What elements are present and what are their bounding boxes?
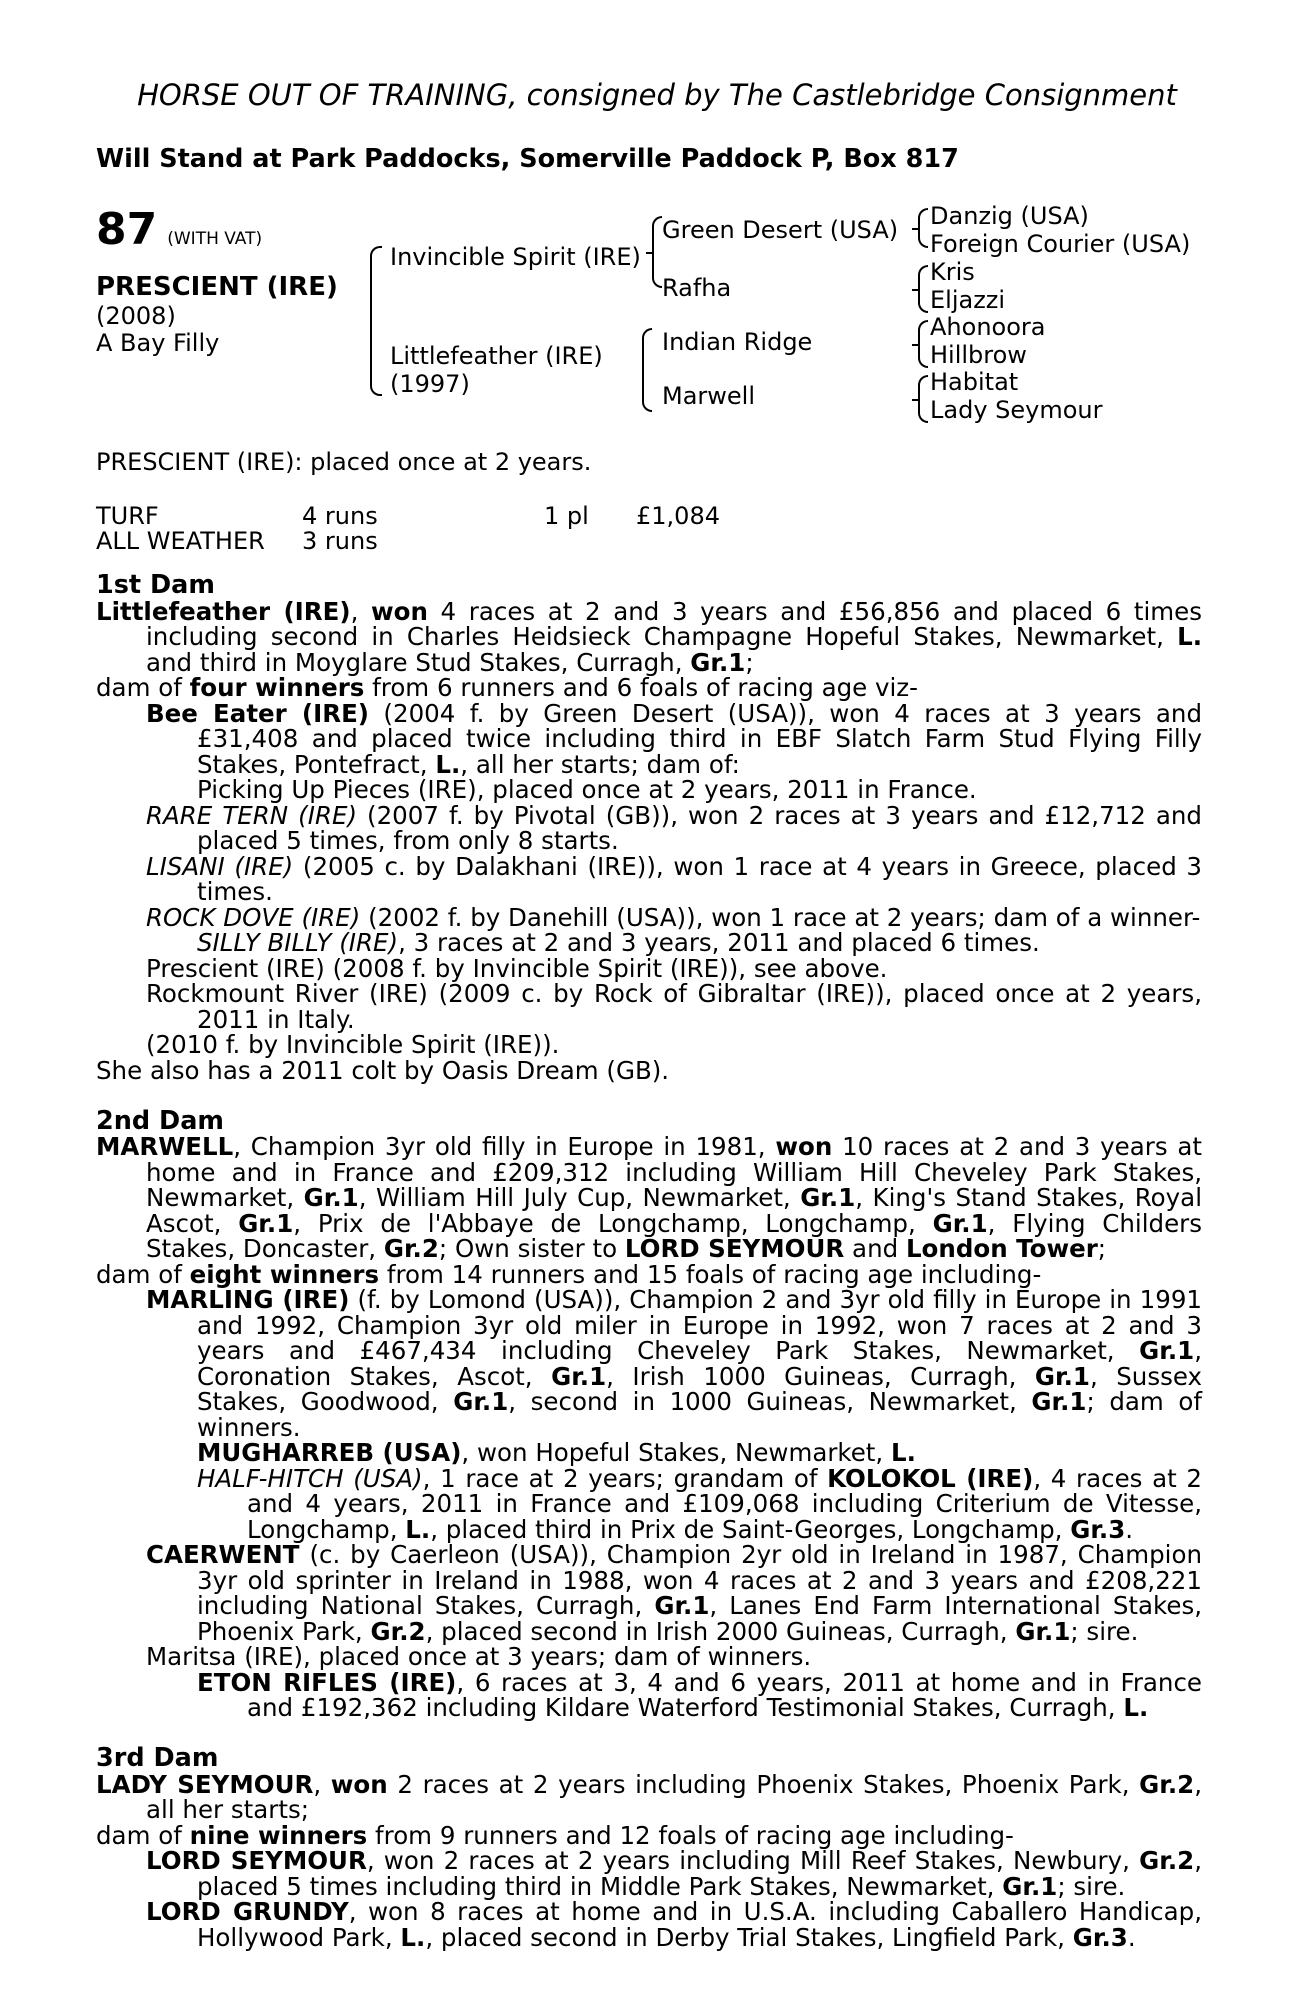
pedigree-notes [96,570,1203,1952]
produce-intro: dam of nine winners from 9 runners and 12 foals of racing age including- [96,1820,1014,1850]
dam-entry: Littlefeather (IRE), won 4 races at 2 and 3 years and £56,856 and placed 6 times including second in Charles Heidsieck Champagne Hopeful Stakes, Newmarket, L. and third in Moyglare Stud Stakes, Curragh, Gr.1; [96,596,1203,677]
pedigree-brace [918,208,928,248]
produce-entry: CAERWENT (c. by Caerleon (USA)), Champion 2yr old in Ireland in 1987, Champion 3yr old sprinter in Ireland in 1988, won 4 races at 2 and 3 years and £208,221 including National Stakes, Curragh, Gr.1, Lanes End Farm International Stakes, Phoenix Park, Gr.2, placed second in Irish 2000 Guineas, Curragh, Gr.1; sire. [146,1540,1202,1646]
race-summary: PRESCIENT (IRE): placed once at 2 years. [96,448,592,476]
pedigree-dam: Littlefeather (IRE) [390,342,603,370]
pedigree-sire-sire: Green Desert (USA) [662,216,899,244]
stats-runs: 3 runs [302,527,378,555]
pedigree-ggp: Hillbrow [930,341,1027,369]
produce-note: She also has a 2011 colt by Oasis Dream (GB). [96,1055,670,1085]
produce-entry: Picking Up Pieces (IRE), placed once at 2 years, 2011 in France. [197,775,977,804]
produce-intro: dam of eight winners from 14 runners and 15 foals of racing age including- [96,1259,1042,1289]
produce-entry: LORD GRUNDY, won 8 races at home and in U.S.A. including Caballero Handicap, Hollywood Park, L., placed second in Derby Trial Stakes, Lingfield Park, Gr.3. [146,1897,1203,1952]
pedigree-ggp: Habitat [930,368,1019,396]
produce-entry: ROCK DOVE (IRE) (2002 f. by Danehill (USA)), won 1 race at 2 years; dam of a winner- [146,902,1201,932]
catalogue-title: HORSE OUT OF TRAINING, consigned by The Castlebridge Consignment [137,78,1177,112]
third-dam-heading: 3rd Dam [96,1743,219,1773]
first-dam-heading: 1st Dam [96,570,215,600]
vat-note: (WITH VAT) [167,229,263,249]
produce-intro: dam of four winners from 6 runners and 6 foals of racing age viz- [96,673,919,702]
pedigree-sire: Invincible Spirit (IRE) [390,243,641,271]
produce-entry: LORD SEYMOUR, won 2 races at 2 years including Mill Reef Stakes, Newbury, Gr.2, placed 5 times including third in Middle Park Stakes, Newmarket, Gr.1; sire. [146,1846,1202,1901]
produce-entry: Maritsa (IRE), placed once at 3 years; dam of winners. [146,1642,812,1671]
produce-entry: Prescient (IRE) (2008 f. by Invincible Spirit (IRE)), see above. [146,953,888,983]
pedigree-brace [652,216,662,288]
dam-entry: MARWELL, Champion 3yr old filly in Europe in 1981, won 10 races at 2 and 3 years at home and in France and £209,312 including William Hill Cheveley Park Stakes, Newmarket, Gr.1, William Hill July Cup, Newmarket, Gr.1, King's Stand Stakes, Royal Ascot, Gr.1, Prix de l'Abbaye de Longchamp, Longchamp, Gr.1, Flying Childers Stakes, Doncaster, Gr.2; Own sister to LORD SEYMOUR and London Tower; [96,1132,1203,1263]
pedigree-ggp: Danzig (USA) [930,202,1089,230]
pedigree-dam-sire: Indian Ridge [662,328,813,356]
produce-entry: MUGHARREB (USA), won Hopeful Stakes, Newmarket, L. [197,1438,916,1467]
pedigree-ggp: Lady Seymour [930,396,1103,424]
pedigree-brace [642,328,652,412]
second-dam-heading: 2nd Dam [96,1105,224,1136]
stats-placed: 1 pl [544,502,589,530]
pedigree-ggp: Foreign Courier (USA) [930,230,1191,258]
produce-entry: HALF-HITCH (USA), 1 race at 2 years; grandam of KOLOKOL (IRE), 4 races at 2 and 4 years, 2011 in France and £109,068 including Criterium de Vitesse, Longchamp, L., placed third in Prix de Saint-Georges, Longchamp, Gr.3. [197,1463,1203,1544]
pedigree-sire-dam: Rafha [662,274,732,302]
stats-earnings: £1,084 [636,502,720,530]
produce-entry: ETON RIFLES (IRE), 6 races at 3, 4 and 6 years, 2011 at home and in France and £192,362 including Kildare Waterford Testimonial Stakes, Curragh, L. [197,1667,1202,1722]
pedigree-brace [918,320,928,368]
stats-runs: 4 runs [302,502,378,530]
horse-year: (2008) [96,302,176,330]
pedigree-brace [370,246,382,396]
stats-surface: TURF [96,502,159,530]
pedigree-ggp: Ahonoora [930,313,1046,341]
pedigree-brace [918,265,928,313]
produce-entry: RARE TERN (IRE) (2007 f. by Pivotal (GB)), won 2 races at 3 years and £12,712 and placed 5 times, from only 8 starts. [146,800,1202,855]
sale-location: Will Stand at Park Paddocks, Somerville Paddock P, Box 817 [96,144,959,174]
horse-description: A Bay Filly [96,329,220,357]
pedigree-dam-dam: Marwell [662,382,756,410]
produce-entry: Bee Eater (IRE) (2004 f. by Green Desert (USA)), won 4 races at 3 years and £31,408 and placed twice including third in EBF Slatch Farm Stud Flying Filly Stakes, Pontefract, L., all her starts; dam of: [146,698,1203,779]
dam-entry: LADY SEYMOUR, won 2 races at 2 years including Phoenix Stakes, Phoenix Park, Gr.2, all her starts; [96,1769,1202,1824]
pedigree-dam-year: (1997) [390,370,470,398]
produce-entry: (2010 f. by Invincible Spirit (IRE)). [146,1030,560,1059]
produce-entry: SILLY BILLY (IRE), 3 races at 2 and 3 years, 2011 and placed 6 times. [197,928,1040,957]
horse-name: PRESCIENT (IRE) [96,272,338,302]
pedigree-ggp: Eljazzi [930,286,1006,314]
lot-number: 87 [96,204,158,255]
produce-entry: LISANI (IRE) (2005 c. by Dalakhani (IRE)), won 1 race at 4 years in Greece, placed 3 times. [146,851,1203,906]
pedigree-ggp: Kris [930,258,975,286]
produce-entry: Rockmount River (IRE) (2009 c. by Rock of Gibraltar (IRE)), placed once at 2 years, 2011 in Italy. [146,979,1202,1034]
lot-number-block [96,204,262,255]
pedigree-brace [918,375,928,423]
dam-name: Littlefeather (IRE) [96,596,351,626]
produce-entry: MARLING (IRE) (f. by Lomond (USA)), Champion 2 and 3yr old filly in Europe in 1991 and 1992, Champion 3yr old miler in Europe in 1992, won 7 races at 2 and 3 years and £467,434 including Cheveley Park Stakes, Newmarket, Gr.1, Coronation Stakes, Ascot, Gr.1, Irish 1000 Guineas, Curragh, Gr.1, Sussex Stakes, Goodwood, Gr.1, second in 1000 Guineas, Newmarket, Gr.1; dam of winners. [146,1285,1202,1442]
stats-surface: ALL WEATHER [96,527,265,555]
